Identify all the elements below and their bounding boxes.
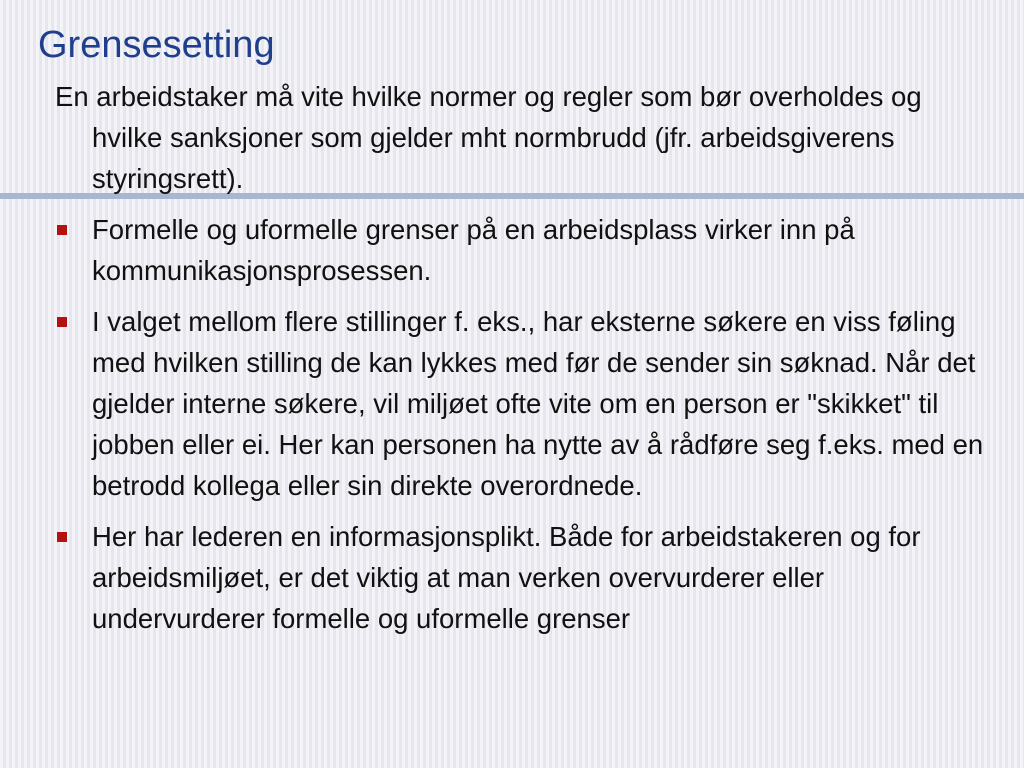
bullet-text: Her har lederen en informasjonsplikt. Både for arbeidstakeren og for arbeidsmiljøet, er det viktig at man verken overvurderer eller undervurderer formelle og uformelle grenser [92, 521, 921, 634]
bullet-item [55, 301, 995, 506]
square-bullet-icon [57, 317, 67, 327]
square-bullet-icon [57, 225, 67, 235]
bullet-item [55, 209, 995, 291]
bullet-text: I valget mellom flere stillinger f. eks., har eksterne søkere en viss føling med hvilken stilling de kan lykkes med før de sender sin søknad. Når det gjelder interne søkere, vil miljøet ofte vite om en person er "skikket" til jobben eller ei. Her kan personen ha nytte av å rådføre seg f.eks. med en betrodd kollega eller sin direkte overordnede. [92, 306, 984, 501]
slide-body [55, 76, 995, 639]
square-bullet-icon [57, 532, 67, 542]
bullet-item [55, 516, 995, 639]
slide-title: Grensesetting [38, 24, 275, 66]
bullet-text: Formelle og uformelle grenser på en arbeidsplass virker inn på kommunikasjonsprosessen. [92, 214, 855, 286]
intro-paragraph: En arbeidstaker må vite hvilke normer og regler som bør overholdes og hvilke sanksjoner som gjelder mht normbrudd (jfr. arbeidsgiverens styringsrett). [55, 81, 922, 194]
